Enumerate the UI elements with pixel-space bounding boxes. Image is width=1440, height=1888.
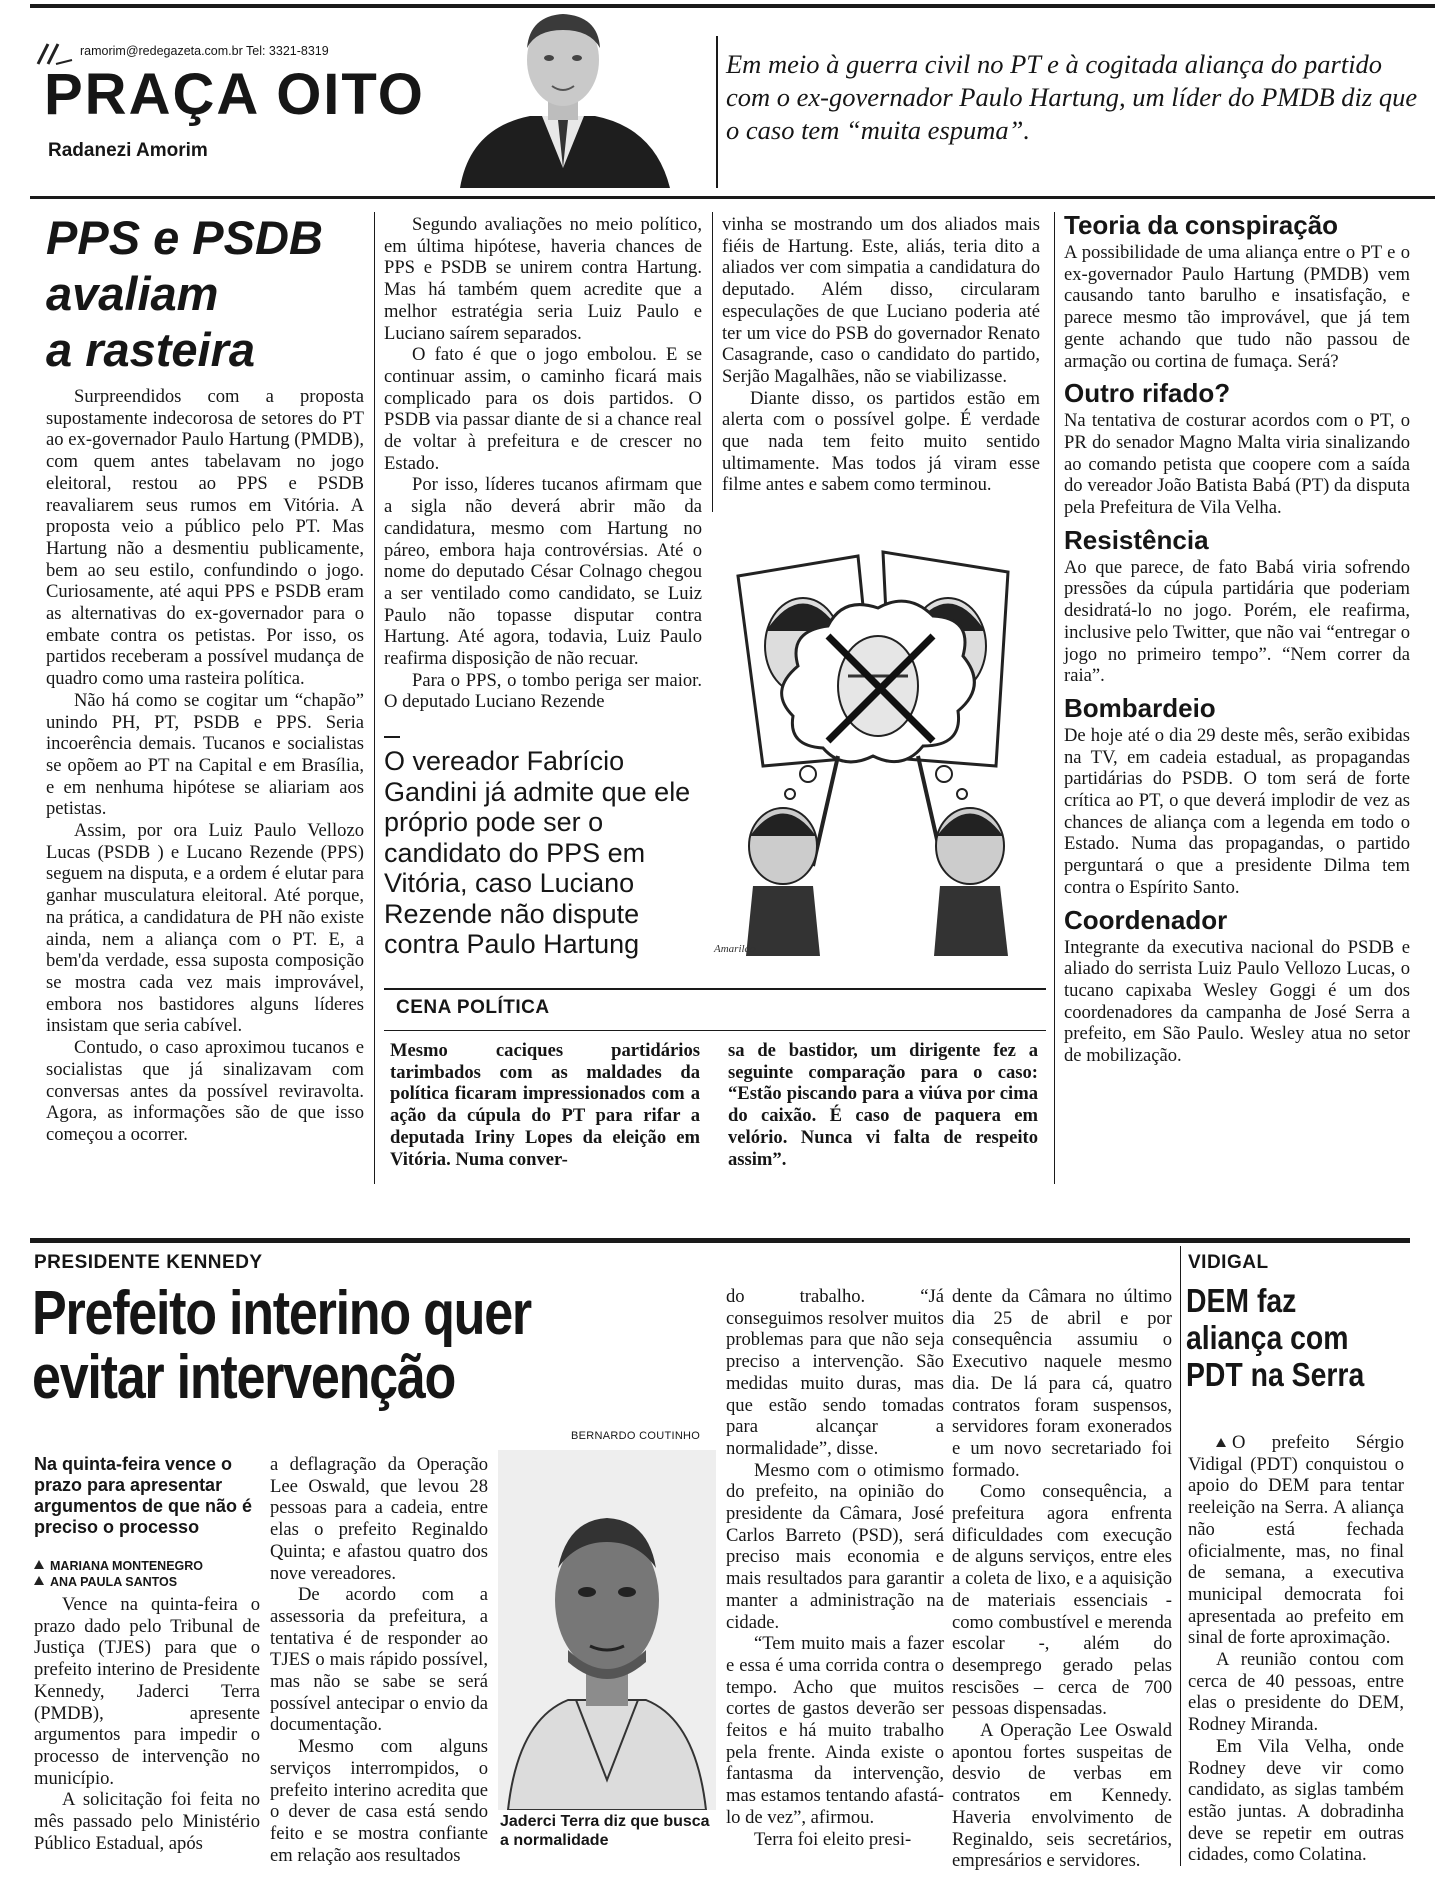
kennedy-col3-paragraph: do trabalho. “Já conseguimos resolver muitos problemas para que não seja preciso a intervenção. São medidas muito duras, mas que estão sendo tomadas para alcançar a normalidade”, disse. <box>726 1286 944 1459</box>
lead-headline-line2: avaliam <box>46 267 219 320</box>
kennedy-col1-paragraph: A solicitação foi feita no mês passado pelo Ministério Público Estadual, após <box>34 1789 260 1854</box>
lead-headline <box>46 210 366 378</box>
lead-headline-line3: a rasteira <box>46 323 256 376</box>
lead-column-3 <box>722 214 1040 496</box>
byline-marker-icon <box>34 1560 44 1569</box>
lead-col3-paragraph: Diante disso, os partidos estão em alerta com o possível golpe. É verdade que nada tem feito muito sentido ultimamente. Mas todos já viram esse filme antes e sabem como terminou. <box>722 387 1040 496</box>
cena-politica-column-2: sa de bastidor, um dirigente fez a seguinte comparação para o caso: “Estão piscando para a viúva por cima do caixão. É caso de paquera em velório. Nunca vi falta de respeito assim”. <box>728 1040 1038 1170</box>
sidebar-note-text: De hoje até o dia 29 deste mês, serão exibidas na TV, em cadeia estadual, as propagandas partidárias do PSDB. O tom será de forte crítica ao PT, o que deverá implodir de vez as chances de aliança com a legenda em todo o Estado. Numa das propagandas, o partido perguntará o que a presidente Dilma tem contra o Espírito Santo. <box>1064 724 1410 898</box>
lead-col1-paragraph: Contudo, o caso aproximou tucanos e socialistas que já sinalizavam com conversas antes da possível reviravolta. Agora, as informações são de que isso começou a ocorrer. <box>46 1037 364 1145</box>
lead-col1-paragraph: Surpreendidos com a proposta supostamente indecorosa de setores do PT ao ex-governador Paulo Hartung (PMDB), com quem antes tabelavam no jogo eleitoral, restou ao PPS e PSDB reavaliarem seus rumos em Vitória. A proposta veio a público pelo PT. Mas Hartung não a desmentiu publicamente, bem ao seu estilo, confundindo o jogo. Curiosamente, até aqui PPS e PSDB eram as alternativas do ex-governador para o embate contra os petistas. Por isso, os partidos receberam a possível mudança de quadro como uma rasteira política. <box>46 386 364 690</box>
cena-politica-label: CENA POLÍTICA <box>396 997 550 1018</box>
lead-headline-line1: PPS e PSDB <box>46 211 323 264</box>
kennedy-column-1 <box>34 1594 260 1854</box>
kennedy-photo-credit: BERNARDO COUTINHO <box>571 1430 701 1442</box>
cartoon-signature: Amarildo <box>714 943 756 955</box>
column-divider <box>712 212 713 512</box>
lead-column-2 <box>384 214 702 713</box>
kennedy-column-3 <box>726 1286 944 1850</box>
sidebar-note-title: Resistência <box>1064 524 1209 555</box>
kennedy-headline <box>32 1279 612 1412</box>
kennedy-headline-line2: evitar intervenção <box>32 1343 456 1412</box>
kennedy-col3-paragraph: Mesmo com o otimismo do prefeito, na opinião do presidente da Câmara, José Carlos Barreto (PSD), será preciso mais economia e mais resultados para garantir manter a administração na cidade. <box>726 1459 944 1633</box>
kennedy-column-2 <box>270 1454 488 1866</box>
kennedy-col2-paragraph: a deflagração da Operação Lee Oswald, que levou 28 pessoas para a cadeia, entre elas o prefeito Reginaldo Quinta; e afastou quatro dos nove vereadores. <box>270 1454 488 1584</box>
vidigal-kicker: VIDIGAL <box>1188 1252 1269 1273</box>
kennedy-headline-line1: Prefeito interino quer <box>32 1279 531 1348</box>
vidigal-paragraph: A reunião contou com cerca de 40 pessoas, entre elas o presidente do DEM, Rodney Miranda. <box>1188 1649 1404 1736</box>
kennedy-byline <box>34 1558 264 1590</box>
kennedy-col1-paragraph: Vence na quinta-feira o prazo dado pelo Tribunal de Justiça (TJES) para que o prefeito interino de Presidente Kennedy, Jaderci Terra (PMDB), apresente argumentos para impedir o processo de intervenção no município. <box>34 1594 260 1789</box>
author-portrait <box>430 8 695 188</box>
kennedy-byline-1: MARIANA MONTENEGRO <box>50 1559 204 1573</box>
kennedy-col3-paragraph: “Tem muito mais a fazer e essa é uma corrida contra o tempo. Acho que muitos cortes de gastos deverão ser feitos e há muito trabalho pela frente. Ainda existe o fantasma da intervenção, mas estamos tentando afastá-lo de vez”, afirmou. <box>726 1633 944 1828</box>
lead-col2-paragraph: Para o PPS, o tombo periga ser maior. O deputado Luciano Rezende <box>384 669 702 713</box>
lead-col2-paragraph: Segundo avaliações no meio político, em última hipótese, haveria chances de PPS e PSDB se unirem contra Hartung. Mas há também quem acredite que a melhor estratégia seria Luiz Paulo e Luciano saírem separados. <box>384 214 702 344</box>
kennedy-col3-paragraph: Terra foi eleito presi- <box>754 1828 912 1850</box>
sidebar-note-title: Outro rifado? <box>1064 378 1231 409</box>
masthead-teaser-divider <box>716 36 718 188</box>
vidigal-body <box>1188 1432 1404 1866</box>
pull-quote: O vereador Fabrício Gandini já admite que ele próprio pode ser o candidato do PPS em Vitória, caso Luciano Rezende não dispute contra Paulo Hartung <box>384 746 691 959</box>
sidebar-note-title: Coordenador <box>1064 904 1228 935</box>
column-divider <box>1054 212 1055 1184</box>
lead-col2-paragraph: Por isso, líderes tucanos afirmam que a sigla não deverá abrir mão da candidatura, mesmo com Hartung no páreo, embora haja controvérsias. Até o nome do deputado César Colnago chegou a ser ventilado como candidato, se Luiz Paulo não topasse disputar contra Hartung. Até agora, todavia, Luiz Paulo reafirma disposição de não recuar. <box>384 474 702 670</box>
kennedy-col4-paragraph: A Operação Lee Oswald apontou fortes suspeitas de desvio de verbas em contratos em Kennedy. Haveria envolvimento de Reginaldo, seis secretários, empresários e servidores. <box>952 1720 1172 1872</box>
kennedy-deck: Na quinta-feira vence o prazo para apresentar argumentos de que não é preciso o processo <box>34 1454 253 1537</box>
vidigal-paragraph: Em Vila Velha, onde Rodney deve vir como candidato, as siglas também estão juntas. A dobradinha deve se repetir em outras cidades, como Colatina. <box>1188 1735 1404 1866</box>
column-divider <box>374 212 375 1184</box>
lead-column-1 <box>46 386 364 1146</box>
top-border <box>30 4 1435 8</box>
masthead-contact: ramorim@redegazeta.com.br Tel: 3321-8319 <box>80 44 329 58</box>
masthead-teaser: Em meio à guerra civil no PT e à cogitada aliança do partido com o ex-governador Paulo Hartung, um líder do PMDB diz que o caso tem “muita espuma”. <box>726 49 1418 145</box>
masthead-bottom-rule <box>30 196 1435 199</box>
kennedy-col2-paragraph: De acordo com a assessoria da prefeitura, a tentativa é de responder ao TJES o mais rápido possível, mas não se sabe se será possível antecipar o envio da documentação. <box>270 1584 488 1736</box>
kennedy-col2-paragraph: Mesmo com alguns serviços interrompidos, o prefeito interino acredita que o dever de casa está sendo feito e se mostra confiante em relação aos resultados <box>270 1736 488 1866</box>
column-divider <box>1180 1246 1181 1866</box>
vidigal-headline-line3: PDT na Serra <box>1186 1356 1365 1393</box>
cena-politica-column-1: Mesmo caciques partidários tarimbados com as maldades da política ficaram impressionados com a ação da cúpula do PT para rifar a deputada Iriny Lopes da eleição em Vitória. Numa conver- <box>390 1040 700 1170</box>
byline-marker-icon <box>34 1576 44 1585</box>
sidebar-note-text: Integrante da executiva nacional do PSDB e aliado do serrista Luiz Paulo Vellozo Lucas, o tucano capixaba Wesley Goggi é um dos coordenadores da campanha de José Serra a prefeito, em São Paulo. Wesley atua no setor de mobilização. <box>1064 936 1410 1067</box>
column-name: PRAÇA OITO <box>44 62 425 127</box>
kennedy-col4-paragraph: dente da Câmara no último dia 25 de abril e por consequência assumiu o Executivo naquele mesmo dia. De lá para cá, quatro contratos foram suspensos, servidores foram exonerados e um novo secretariado foi formado. <box>952 1286 1172 1481</box>
cena-politica-rule <box>384 1030 1046 1031</box>
sidebar-note-text: Ao que parece, de fato Babá viria sofrendo pressões da cúpula partidária que poderiam desidratá-lo no jogo. Porém, ele reafirma, inclusive pelo Twitter, que não vai “entregar o jogo no primeiro tempo”. “Nem correr da raia”. <box>1064 556 1410 687</box>
political-cartoon <box>708 536 1046 966</box>
sidebar-note-title: Teoria da conspiração <box>1064 210 1339 240</box>
vidigal-headline-line2: aliança com <box>1186 1319 1349 1356</box>
lead-col1-paragraph: Assim, por ora Luiz Paulo Vellozo Lucas (PSDB ) e Lucano Rezende (PPS) seguem na disputa, e a ordem é elutar para ganhar musculatura eleitoral. Até porque, na prática, a candidatura de PH não existe ainda, nem a aliança com o PT. E, a bem'da verdade, essa suposta composição se mostra cada vez mais improvável, embora nos bastidores alguns líderes insistam que seria cabível. <box>46 820 364 1037</box>
kennedy-kicker: PRESIDENTE KENNEDY <box>34 1252 263 1273</box>
lead-col2-paragraph: O fato é que o jogo embolou. E se continuar assim, o caminho ficará mais complicado para os dois partidos. O PSDB via passar diante de si a chance real de voltar à prefeitura e de crescer no Estado. <box>384 344 702 474</box>
lead-col3-paragraph: vinha se mostrando um dos aliados mais fiéis de Hartung. Este, aliás, teria dito a aliados ver com simpatia a candidatura do deputado. Além disso, circularam especulações de que Luciano poderia até ter um vice do PSB do governador Renato Casagrande, caso o candidato do partido, Serjão Magalhães, não se viabilizasse. <box>722 214 1040 387</box>
vidigal-paragraph <box>1188 1432 1404 1649</box>
sidebar-note-text: Na tentativa de costurar acordos com o PT, o PR do senador Magno Malta viria sinalizando ao comando petista que coopere com a saída do vereador João Batista Babá (PT) da disputa pela Prefeitura de Vila Velha. <box>1064 410 1410 519</box>
lead-col1-paragraph: Não há como se cogitar um “chapão” unindo PH, PT, PSDB e PPS. Seria incoerência demais. Tucanos e socialistas se opõem ao PT na Capital e em Brasília, e em nenhuma hipótese se aliariam aos petistas. <box>46 689 364 820</box>
sidebar-note-text: A possibilidade de uma aliança entre o PT e o ex-governador Paulo Hartung (PMDB) vem causando tanto barulho e insatisfação, e parece mesmo tão improvável, que já tem gente achando que tudo não passou de armação ou cortina de fumaça. Será? <box>1064 242 1410 372</box>
sidebar-notes <box>1064 204 1410 1067</box>
kennedy-photo-caption: Jaderci Terra diz que busca a normalidade <box>500 1813 710 1849</box>
pull-quote-rule <box>384 736 400 738</box>
kennedy-byline-2: ANA PAULA SANTOS <box>50 1575 178 1589</box>
kennedy-photo <box>498 1450 716 1810</box>
kennedy-top-rule <box>30 1238 1200 1243</box>
cena-politica-top-rule <box>384 988 1046 990</box>
column-author: Radanezi Amorim <box>48 140 208 161</box>
vidigal-headline-line1: DEM faz <box>1186 1282 1297 1319</box>
kennedy-column-4 <box>952 1286 1172 1872</box>
kennedy-col4-paragraph: Como consequência, a prefeitura agora enfrenta dificuldades com execução de alguns serviços, entre eles a coleta de lixo, e a aquisição de materiais essenciais - como combustível e merenda escolar -, além do desemprego gerado pelas rescisões – cerca de 700 pessoas dispensadas. <box>952 1481 1172 1720</box>
vidigal-top-rule <box>1186 1238 1410 1243</box>
paragraph-marker-icon <box>1216 1438 1226 1447</box>
vidigal-headline <box>1186 1282 1410 1393</box>
sidebar-note-title: Bombardeio <box>1064 692 1216 723</box>
vidigal-paragraph-text: O prefeito Sérgio Vidigal (PDT) conquistou o apoio do DEM para tentar reeleição na Serra. A aliança não está fechada oficialmente, mas, no final de semana, a executiva municipal democrata foi apresentada ao prefeito em sinal de forte aproximação. <box>1188 1432 1404 1649</box>
